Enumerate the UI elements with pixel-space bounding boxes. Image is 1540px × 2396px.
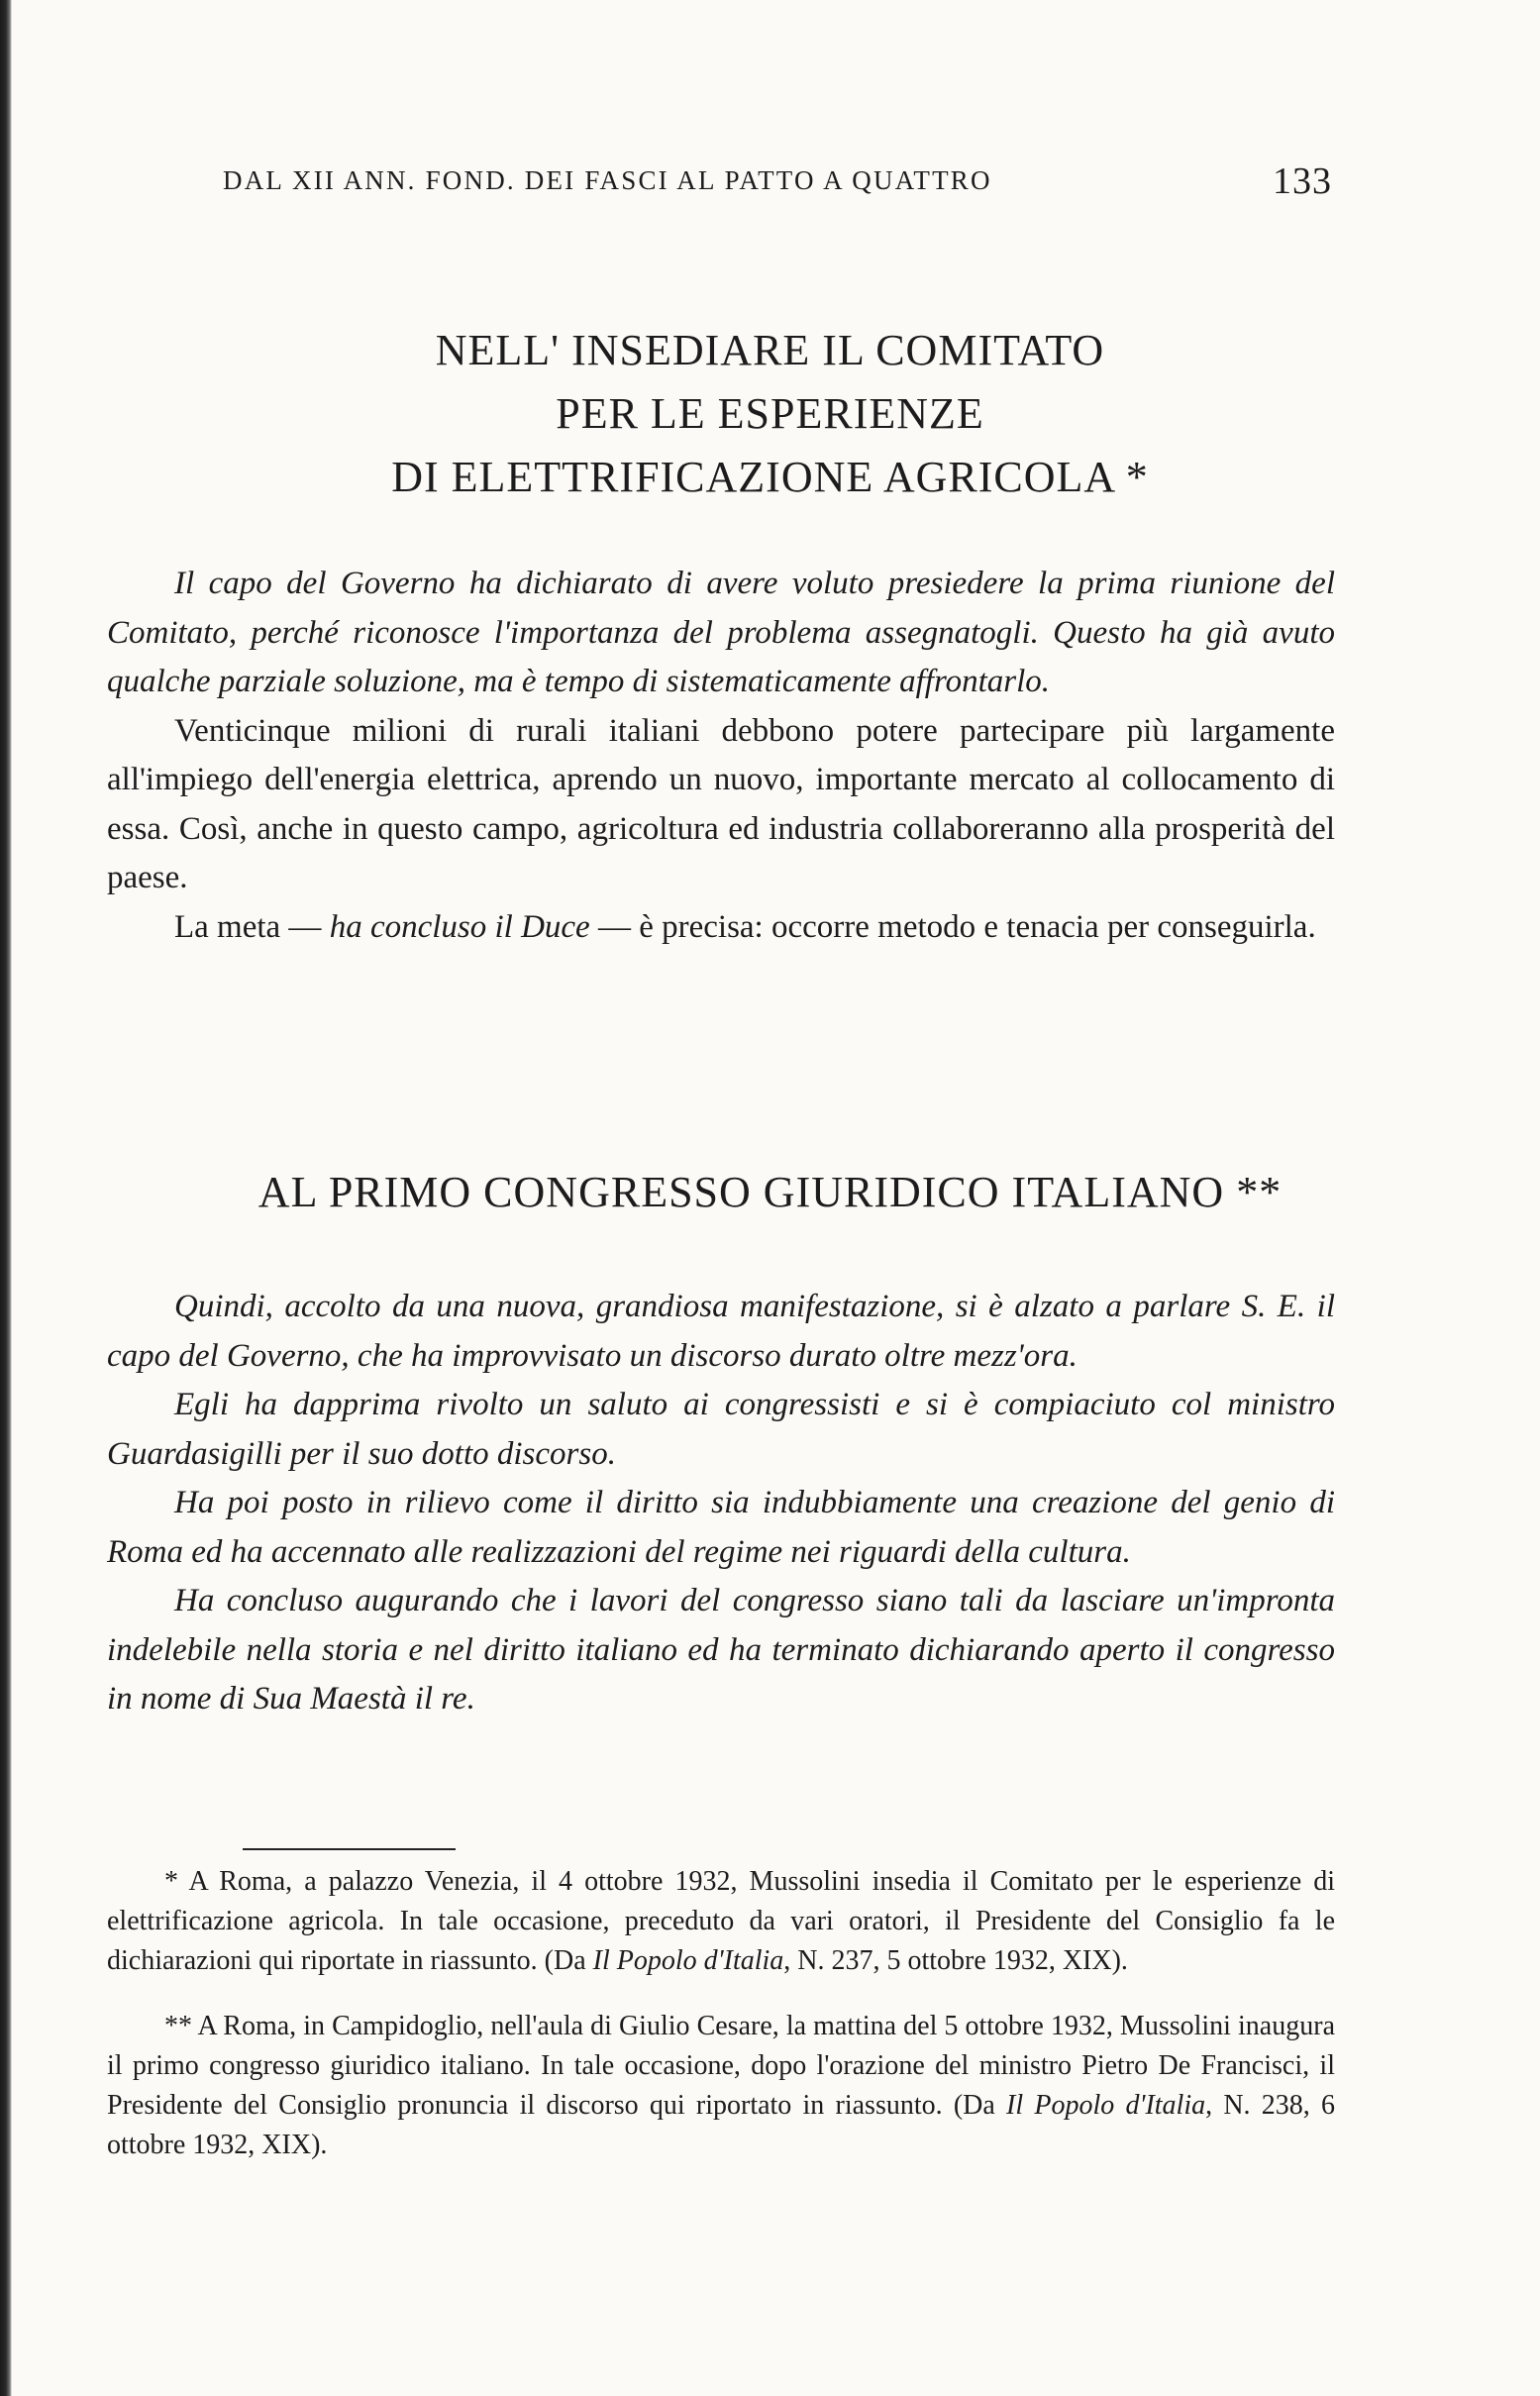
paragraph: Ha poi posto in rilievo come il diritto sia indubbiamente una creazione del genio di Roma ed ha accennato alle realizzazioni del regime nei riguardi della cultura.: [107, 1485, 1335, 1570]
section-title-congresso: [0, 1161, 1540, 1224]
section-title-line: AL PRIMO CONGRESSO GIURIDICO ITALIANO **: [257, 1168, 1283, 1216]
footnote-text: , N. 237, 5 ottobre 1932, XIX).: [783, 1945, 1128, 1976]
intro-paragraph: Il capo del Governo ha dichiarato di avere voluto presiedere la prima riunione del Comitato, perché riconosce l'importanza del problema assegnatogli. Questo ha già avuto qualche parziale soluzione, ma è tempo di sistematicamente affrontarlo.: [107, 566, 1335, 699]
page-number: 133: [1273, 160, 1332, 202]
footnote-text: , N. 238, 6 ottobre 1932, XIX).: [107, 2090, 1335, 2160]
footnote-source-title: Il Popolo d'Italia: [1006, 2090, 1206, 2121]
footnote-source-title: Il Popolo d'Italia: [592, 1945, 784, 1976]
paragraph-italic-text: ha concluso il Duce: [329, 908, 590, 945]
footnote-text: * A Roma, a palazzo Venezia, il 4 ottobre 1932, Mussolini insedia il Comitato per le esperienze di elettrificazione agricola. In tale occasione, preceduto da vari oratori, il Presidente del Consiglio fa le dichiarazioni qui riportate in riassunto. (Da: [107, 1866, 1335, 1976]
paragraph: Quindi, accolto da una nuova, grandiosa manifestazione, si è alzato a parlare S. E. il capo del Governo, che ha improvvisato un discorso durato oltre mezz'ora.: [107, 1289, 1335, 1374]
paragraph-text: — è precisa: occorre metodo e tenacia per conseguirla.: [589, 908, 1316, 945]
paragraph: [107, 903, 1335, 953]
section-body-congresso: [107, 1283, 1335, 1724]
running-head: [223, 160, 1332, 213]
section-title-line: PER LE ESPERIENZE: [556, 389, 984, 438]
paragraph: Ha concluso augurando che i lavori del congresso siano tali da lasciare un'impronta indelebile nella storia e nel diritto italiano ed ha terminato dichiarando aperto il congresso in nome di Sua Maestà il re.: [107, 1583, 1335, 1717]
footnote-2: [107, 2007, 1335, 2165]
paragraph-text: La meta —: [174, 908, 330, 945]
footnote-text: ** A Roma, in Campidoglio, nell'aula di Giulio Cesare, la mattina del 5 ottobre 1932, Mussolini inaugura il primo congresso giuridico italiano. In tale occasione, dopo l'orazione del ministro Pietro De Francisci, il Presidente del Consiglio pronuncia il discorso qui riportato in riassunto. (Da: [107, 2011, 1335, 2121]
section-title-elettrificazione: [0, 319, 1540, 509]
footnotes: [107, 1862, 1335, 2165]
section-title-line: NELL' INSEDIARE IL COMITATO: [435, 326, 1105, 374]
paragraph: Venticinque milioni di rurali italiani debbono potere partecipare più largamente all'impiego dell'energia elettrica, aprendo un nuovo, importante mercato al collocamento di essa. Così, anche in questo campo, agricoltura ed industria collaboreranno alla prosperità del paese.: [107, 712, 1335, 895]
running-title: DAL XII ANN. FOND. DEI FASCI AL PATTO A QUATTRO: [223, 165, 992, 195]
footnote-divider: [243, 1848, 456, 1850]
paragraph: Egli ha dapprima rivolto un saluto ai congressisti e si è compiaciuto col ministro Guardasigilli per il suo dotto discorso.: [107, 1387, 1335, 1472]
footnote-1: [107, 1862, 1335, 1981]
section-body-elettrificazione: [107, 560, 1335, 952]
section-title-line: DI ELETTRIFICAZIONE AGRICOLA *: [391, 453, 1149, 501]
